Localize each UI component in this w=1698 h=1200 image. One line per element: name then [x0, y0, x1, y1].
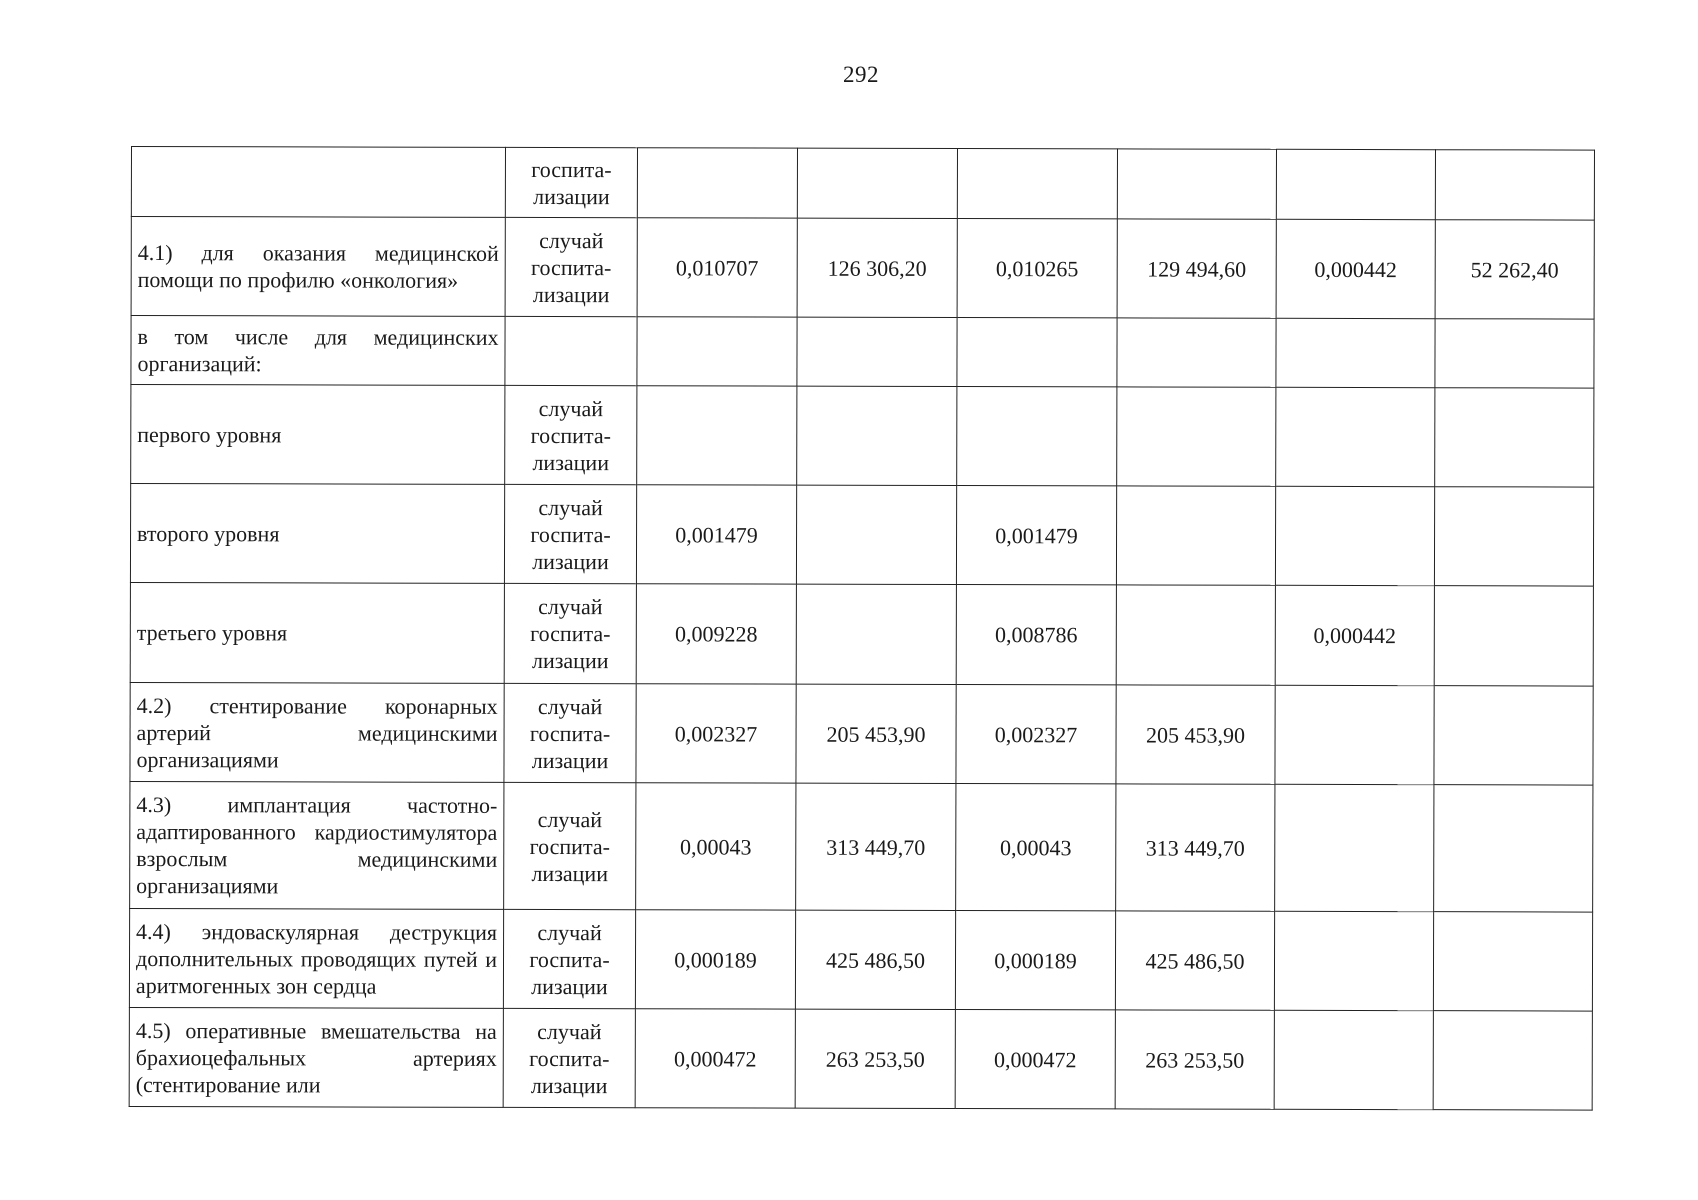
value-cell — [1276, 318, 1435, 387]
table-row — [131, 316, 1594, 389]
table-row — [131, 385, 1594, 488]
row-name-cell: 4.1) для оказания медицинской помощи по профилю «онкология» — [131, 217, 505, 317]
value-cell — [1434, 586, 1593, 686]
value-cell — [1434, 785, 1593, 912]
table-row — [131, 217, 1594, 320]
value-cell: 205 453,90 — [1116, 685, 1275, 784]
value-cell — [797, 148, 957, 218]
value-cell — [1435, 319, 1594, 388]
unit-text: лизации — [531, 973, 608, 999]
value-cell — [797, 386, 957, 485]
unit-text: госпита- — [530, 620, 611, 647]
value-cell: 0,000189 — [955, 911, 1115, 1010]
unit-text: госпита- — [529, 833, 610, 859]
unit-text: госпита- — [529, 720, 611, 746]
value-cell — [1274, 911, 1433, 1010]
unit-text: случай — [537, 1018, 602, 1044]
page-number: 292 — [843, 62, 879, 87]
value-cell: 0,008786 — [956, 585, 1116, 685]
value-cell — [796, 485, 956, 584]
row-name-cell: третьего уровня — [130, 582, 504, 683]
value-cell: 263 253,50 — [795, 1009, 955, 1108]
unit-text: госпита- — [529, 1045, 610, 1071]
value-cell — [1433, 912, 1592, 1011]
value-cell: 313 449,70 — [796, 783, 956, 910]
value-cell: 0,009228 — [636, 584, 796, 684]
unit-text: госпита- — [530, 521, 611, 547]
unit-cell — [504, 782, 636, 909]
unit-text: случай — [538, 494, 603, 520]
value-cell — [797, 317, 957, 386]
unit-text: лизации — [531, 747, 609, 773]
value-cell: 0,001479 — [636, 485, 796, 584]
value-cell: 0,010265 — [957, 219, 1117, 318]
value-cell — [1435, 388, 1594, 487]
table-row — [130, 582, 1593, 686]
value-cell — [796, 584, 956, 684]
value-cell — [637, 386, 797, 485]
value-cell: 425 486,50 — [795, 910, 955, 1009]
value-cell — [1116, 585, 1275, 685]
value-cell — [1117, 149, 1276, 219]
unit-cell — [505, 316, 637, 385]
value-cell — [637, 317, 797, 386]
unit-text: случай — [539, 227, 604, 253]
value-cell — [637, 148, 797, 218]
table-row — [130, 484, 1593, 587]
unit-cell — [505, 217, 637, 316]
value-cell: 313 449,70 — [1116, 784, 1275, 911]
unit-text: лизации — [531, 860, 609, 886]
unit-text: лизации — [531, 647, 609, 674]
value-cell: 0,000472 — [955, 1010, 1115, 1109]
table-row — [129, 908, 1592, 1011]
unit-text: лизации — [532, 281, 610, 307]
unit-text: случай — [537, 693, 603, 719]
unit-text: случай — [537, 806, 603, 832]
data-table — [129, 146, 1595, 1111]
unit-cell — [504, 683, 636, 782]
row-name-cell: первого уровня — [131, 385, 505, 485]
unit-text: лизации — [530, 1072, 608, 1098]
table-row — [130, 781, 1593, 912]
value-cell: 0,000442 — [1276, 219, 1435, 318]
row-name-cell — [131, 147, 505, 218]
value-cell — [1275, 685, 1434, 784]
value-cell: 52 262,40 — [1435, 220, 1594, 319]
value-cell: 425 486,50 — [1115, 911, 1274, 1010]
unit-text: лизации — [532, 449, 610, 475]
unit-cell — [505, 385, 637, 484]
value-cell: 0,002327 — [636, 684, 796, 783]
row-name-cell: в том числе для медицинских организаций: — [131, 316, 505, 386]
unit-text: лизации — [533, 183, 610, 209]
value-cell — [1276, 149, 1435, 219]
value-cell — [957, 149, 1117, 219]
value-cell — [957, 318, 1117, 387]
value-cell — [1116, 486, 1275, 585]
unit-text: случай — [538, 593, 603, 620]
row-name-cell: 4.3) имплантация частотно-адаптированного кардиостимулятора взрослым медицинскими организациями — [130, 781, 504, 909]
unit-cell — [504, 484, 636, 583]
value-cell: 0,000442 — [1275, 585, 1434, 685]
value-cell: 263 253,50 — [1115, 1010, 1274, 1109]
value-cell — [1274, 1010, 1433, 1109]
value-cell — [1434, 686, 1593, 785]
unit-text: госпита- — [531, 156, 612, 182]
value-cell: 0,001479 — [956, 486, 1116, 585]
value-cell: 0,002327 — [956, 685, 1116, 784]
value-cell — [1117, 387, 1276, 486]
value-cell — [1275, 486, 1434, 585]
unit-text: госпита- — [530, 422, 611, 448]
row-name-cell: 4.5) оперативные вмешательства на брахиоцефальных артериях (стентирование или — [129, 1007, 503, 1107]
value-cell — [1434, 487, 1593, 586]
unit-cell — [503, 909, 635, 1008]
value-cell: 0,00043 — [636, 783, 796, 910]
table-row — [129, 1007, 1592, 1110]
row-name-cell: 4.2) стентирование коронарных артерий медицинскими организациями — [130, 682, 504, 782]
unit-cell — [505, 147, 637, 217]
value-cell — [1117, 318, 1276, 387]
unit-text: случай — [537, 919, 602, 945]
table-row — [131, 147, 1594, 221]
value-cell: 129 494,60 — [1117, 219, 1276, 318]
unit-cell — [504, 583, 636, 683]
value-cell: 126 306,20 — [797, 218, 957, 317]
value-cell: 0,000472 — [635, 1009, 795, 1108]
value-cell — [1435, 150, 1594, 220]
value-cell — [957, 387, 1117, 486]
value-cell — [1276, 387, 1435, 486]
row-name-cell: второго уровня — [130, 484, 504, 584]
value-cell: 0,00043 — [956, 784, 1116, 911]
value-cell: 205 453,90 — [796, 684, 956, 783]
value-cell: 0,010707 — [637, 218, 797, 317]
value-cell — [1433, 1011, 1592, 1110]
row-name-cell: 4.4) эндоваскулярная деструкция дополнительных проводящих путей и аритмогенных зон сердца — [129, 908, 503, 1008]
unit-text: госпита- — [529, 946, 610, 972]
unit-text: случай — [538, 395, 604, 421]
unit-cell — [503, 1008, 635, 1107]
value-cell — [1275, 784, 1434, 911]
table-row — [130, 682, 1593, 785]
value-cell: 0,000189 — [635, 910, 795, 1009]
unit-text: лизации — [532, 548, 609, 574]
unit-text: госпита- — [531, 254, 612, 280]
